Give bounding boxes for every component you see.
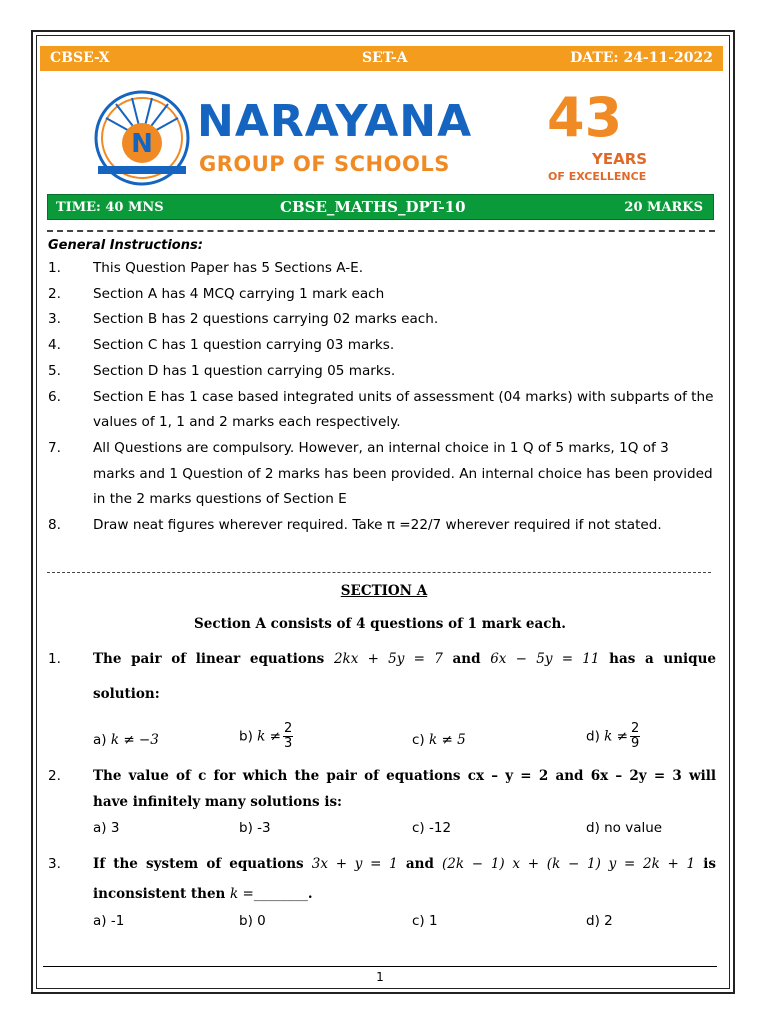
footer-rule [43, 966, 717, 967]
divider [47, 230, 715, 232]
option-a: a) -1 [93, 913, 125, 929]
board-label: CBSE-X [50, 50, 110, 66]
option-b: b) k ≠ $\frac{2}{3}$ [239, 721, 293, 751]
instruction-item: 1. This Question Paper has 5 Sections A-E. [48, 260, 364, 276]
instruction-item: 2. Section A has 4 MCQ carrying 1 mark each [48, 285, 385, 302]
question-number: 1. [48, 651, 61, 667]
date-label: DATE: 24-11-2022 [570, 50, 713, 66]
exam-time: TIME: 40 MNS [56, 200, 164, 215]
brand-name: NARAYANA [197, 96, 473, 147]
instruction-item: 6. Section E has 1 case based integrated units of assessment (04 marks) with subparts of the values of 1, 1 and 2 marks each respectively. [48, 388, 714, 431]
option-d: d) no value [586, 820, 663, 836]
option-a: a) 3 [93, 820, 120, 836]
instructions-title: General Instructions: [48, 238, 203, 253]
exam-info-bar [47, 194, 714, 220]
option-c: c) k ≠ 5 [412, 732, 466, 748]
divider [47, 572, 711, 573]
instruction-item: 7. All Questions are compulsory. However, an internal choice in 1 Q of 5 marks, 1Q of 3 marks and 1 Question of 2 marks has been provided. An internal choice has been provided in the 2 marks questions of Section E [48, 439, 713, 508]
instruction-item: 3. Section B has 2 questions carrying 02 marks each. [48, 311, 439, 328]
fraction: $\frac{2}{9}$ [630, 721, 640, 751]
option-c: c) 1 [412, 913, 438, 929]
instruction-item: 5. Section D has 1 question carrying 05 marks. [48, 362, 396, 379]
school-logo [92, 88, 672, 188]
instruction-item: 4. Section C has 1 question carrying 03 marks. [48, 337, 395, 354]
option-b: b) -3 [239, 820, 271, 836]
page-number: 1 [376, 970, 384, 984]
fraction: $\frac{2}{3}$ [283, 721, 293, 751]
question-number: 3. [48, 856, 61, 872]
instruction-item: 8. Draw neat figures wherever required. Take π =22/7 wherever required if not stated. [48, 517, 662, 534]
set-label: SET-A [362, 50, 408, 66]
exam-marks: 20 MARKS [624, 200, 703, 215]
narayana-emblem-icon [92, 88, 192, 188]
brand-subtitle: GROUP OF SCHOOLS [199, 152, 450, 176]
question-number: 2. [48, 768, 61, 784]
option-c: c) -12 [412, 820, 452, 836]
years-label: YEARS [592, 150, 648, 168]
exam-title: CBSE_MATHS_DPT-10 [280, 198, 466, 216]
option-d: d) k ≠ $\frac{2}{9}$ [586, 721, 640, 751]
option-a: a) k ≠ −3 [93, 732, 159, 748]
option-d: d) 2 [586, 913, 613, 929]
section-subtitle: Section A consists of 4 questions of 1 mark each. [194, 616, 566, 632]
section-title: SECTION A [340, 583, 428, 599]
question-text: The pair of linear equations 2kx + 5y = 7 and 6x − 5y = 11 has a unique [93, 651, 716, 667]
header-bar [40, 46, 723, 71]
instructions-list [48, 256, 714, 539]
svg-text:N: N [131, 129, 153, 159]
option-b: b) 0 [239, 913, 266, 929]
years-number: 43 [547, 86, 623, 149]
years-subtitle: OF EXCELLENCE [548, 170, 647, 183]
